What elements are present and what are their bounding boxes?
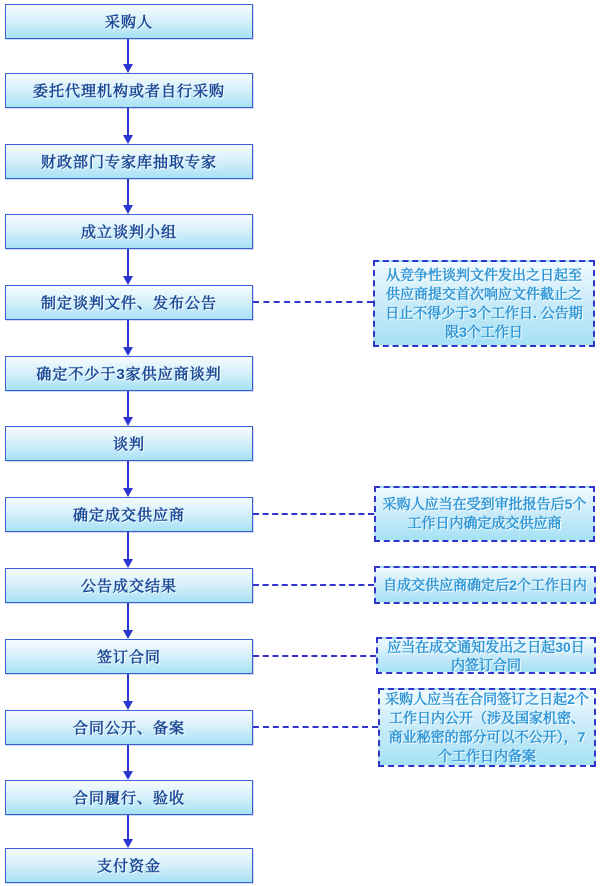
arrow-down-icon xyxy=(122,461,134,497)
arrow-down-icon xyxy=(122,603,134,639)
flow-step-sign-contract: 签订合同 xyxy=(5,639,253,674)
note-announcement-period: 从竞争性谈判文件发出之日起至供应商提交首次响应文件截止之日止不得少于3个工作日. 公告期限3个工作日 xyxy=(373,260,595,347)
arrow-down-icon xyxy=(122,745,134,780)
note-publish-filing-deadline: 采购人应当在合同签订之日起2个工作日内公开（涉及国家机密、商业秘密的部分可以不公开），7个工作日内备案 xyxy=(378,688,596,767)
arrow-down-icon xyxy=(122,815,134,848)
flow-step-contract-performance: 合同履行、验收 xyxy=(5,780,253,815)
flow-step-negotiation-team: 成立谈判小组 xyxy=(5,214,253,249)
dashed-connector xyxy=(253,301,373,303)
dashed-connector xyxy=(253,513,374,515)
arrow-down-icon xyxy=(122,391,134,426)
arrow-down-icon xyxy=(122,179,134,214)
flow-step-agency-or-self-procure: 委托代理机构或者自行采购 xyxy=(5,73,253,108)
arrow-down-icon xyxy=(122,249,134,285)
flow-step-expert-extraction: 财政部门专家库抽取专家 xyxy=(5,144,253,179)
dashed-connector xyxy=(253,584,374,586)
flow-step-determine-supplier: 确定成交供应商 xyxy=(5,497,253,532)
arrow-down-icon xyxy=(122,320,134,356)
note-announce-result-deadline: 自成交供应商确定后2个工作日内 xyxy=(374,566,596,604)
dashed-connector xyxy=(253,726,378,728)
flow-step-purchaser: 采购人 xyxy=(5,4,253,39)
flow-step-negotiation: 谈判 xyxy=(5,426,253,461)
dashed-connector xyxy=(253,655,376,657)
arrow-down-icon xyxy=(122,39,134,73)
arrow-down-icon xyxy=(122,674,134,710)
flow-step-document-announcement: 制定谈判文件、发布公告 xyxy=(5,285,253,320)
arrow-down-icon xyxy=(122,532,134,568)
arrow-down-icon xyxy=(122,108,134,144)
flow-step-contract-publish-filing: 合同公开、备案 xyxy=(5,710,253,745)
flow-step-announce-result: 公告成交结果 xyxy=(5,568,253,603)
note-determine-supplier-deadline: 采购人应当在受到审批报告后5个工作日内确定成交供应商 xyxy=(374,486,595,542)
flow-step-select-suppliers: 确定不少于3家供应商谈判 xyxy=(5,356,253,391)
flow-step-payment: 支付资金 xyxy=(5,848,253,883)
note-sign-contract-deadline: 应当在成交通知发出之日起30日内签订合同 xyxy=(376,637,596,674)
